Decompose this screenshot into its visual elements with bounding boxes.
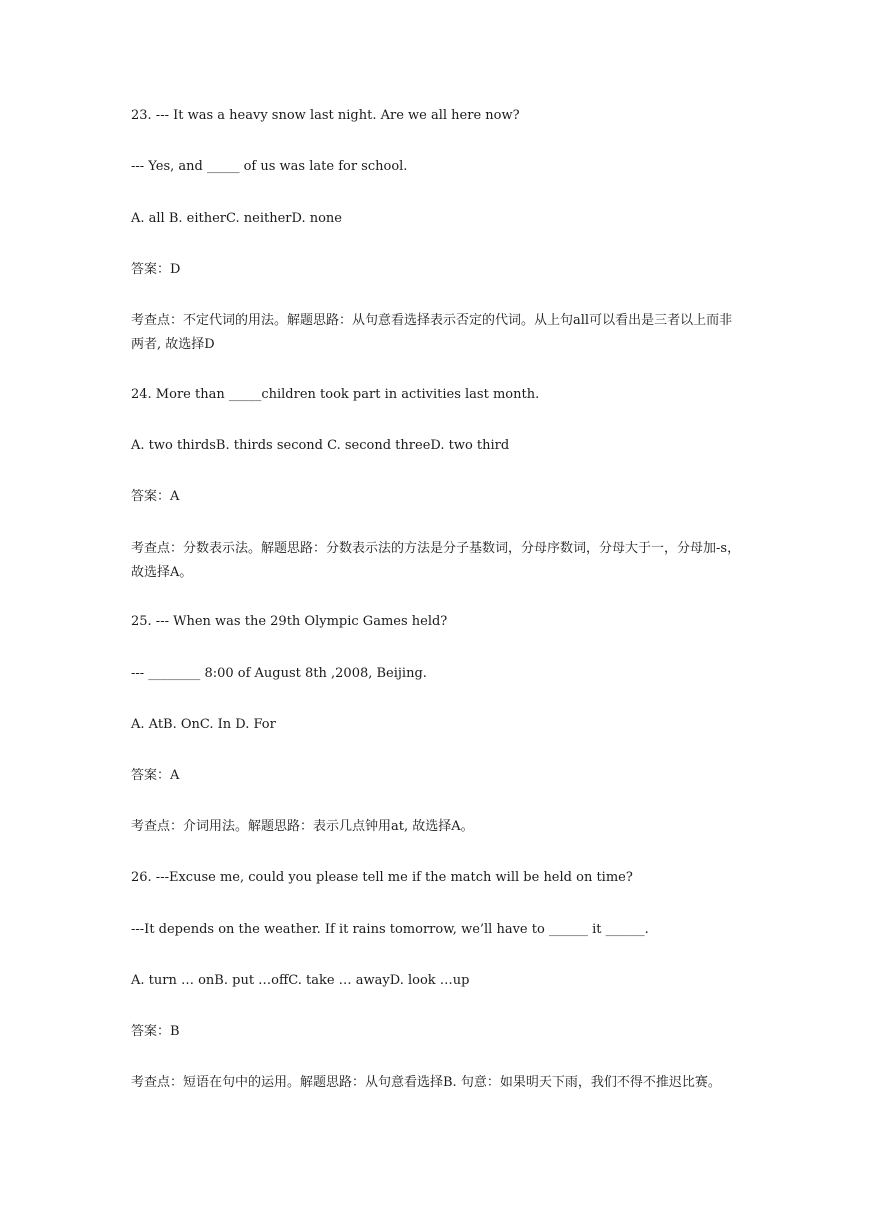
question-26-analysis: 考查点：短语在句中的运用。解题思路：从句意看选择B. 句意：如果明天下雨，我们不得不推迟比赛。 [131, 1075, 721, 1090]
question-26-stem: 26. ---Excuse me, could you please tell me if the match will be held on time? [131, 870, 633, 885]
question-25-options: A. AtB. OnC. In D. For [131, 717, 276, 732]
question-24-answer: 答案：A [131, 489, 180, 504]
question-25-answer: 答案：A [131, 768, 180, 783]
question-25-stem: 25. --- When was the 29th Olympic Games held? [131, 614, 448, 629]
question-23-stem: 23. --- It was a heavy snow last night. Are we all here now? [131, 108, 520, 123]
question-23-answer: 答案：D [131, 262, 181, 277]
question-25-analysis: 考查点：介词用法。解题思路：表示几点钟用at, 故选择A。 [131, 819, 474, 834]
question-23-analysis: 考查点：不定代词的用法。解题思路：从句意看选择表示否定的代词。从上句all可以看出是三者以上而非两者, 故选择D [131, 313, 733, 352]
question-24-analysis: 考查点：分数表示法。解题思路：分数表示法的方法是分子基数词，分母序数词，分母大于一，分母加-s，故选择A。 [131, 541, 741, 580]
question-25-reply: --- ________ 8:00 of August 8th ,2008, Beijing. [131, 666, 427, 681]
question-23-reply: --- Yes, and _____ of us was late for school. [131, 159, 408, 174]
question-23-options: A. all B. eitherC. neitherD. none [131, 211, 342, 226]
question-24-options: A. two thirdsB. thirds second C. second threeD. two third [131, 438, 510, 453]
question-26-reply: ---It depends on the weather. If it rains tomorrow, we’ll have to ______ it ______. [131, 922, 649, 937]
question-26-answer: 答案：B [131, 1024, 180, 1039]
question-26-options: A. turn … onB. put …offC. take … awayD. look …up [131, 973, 470, 988]
question-24-stem: 24. More than _____children took part in activities last month. [131, 387, 540, 402]
